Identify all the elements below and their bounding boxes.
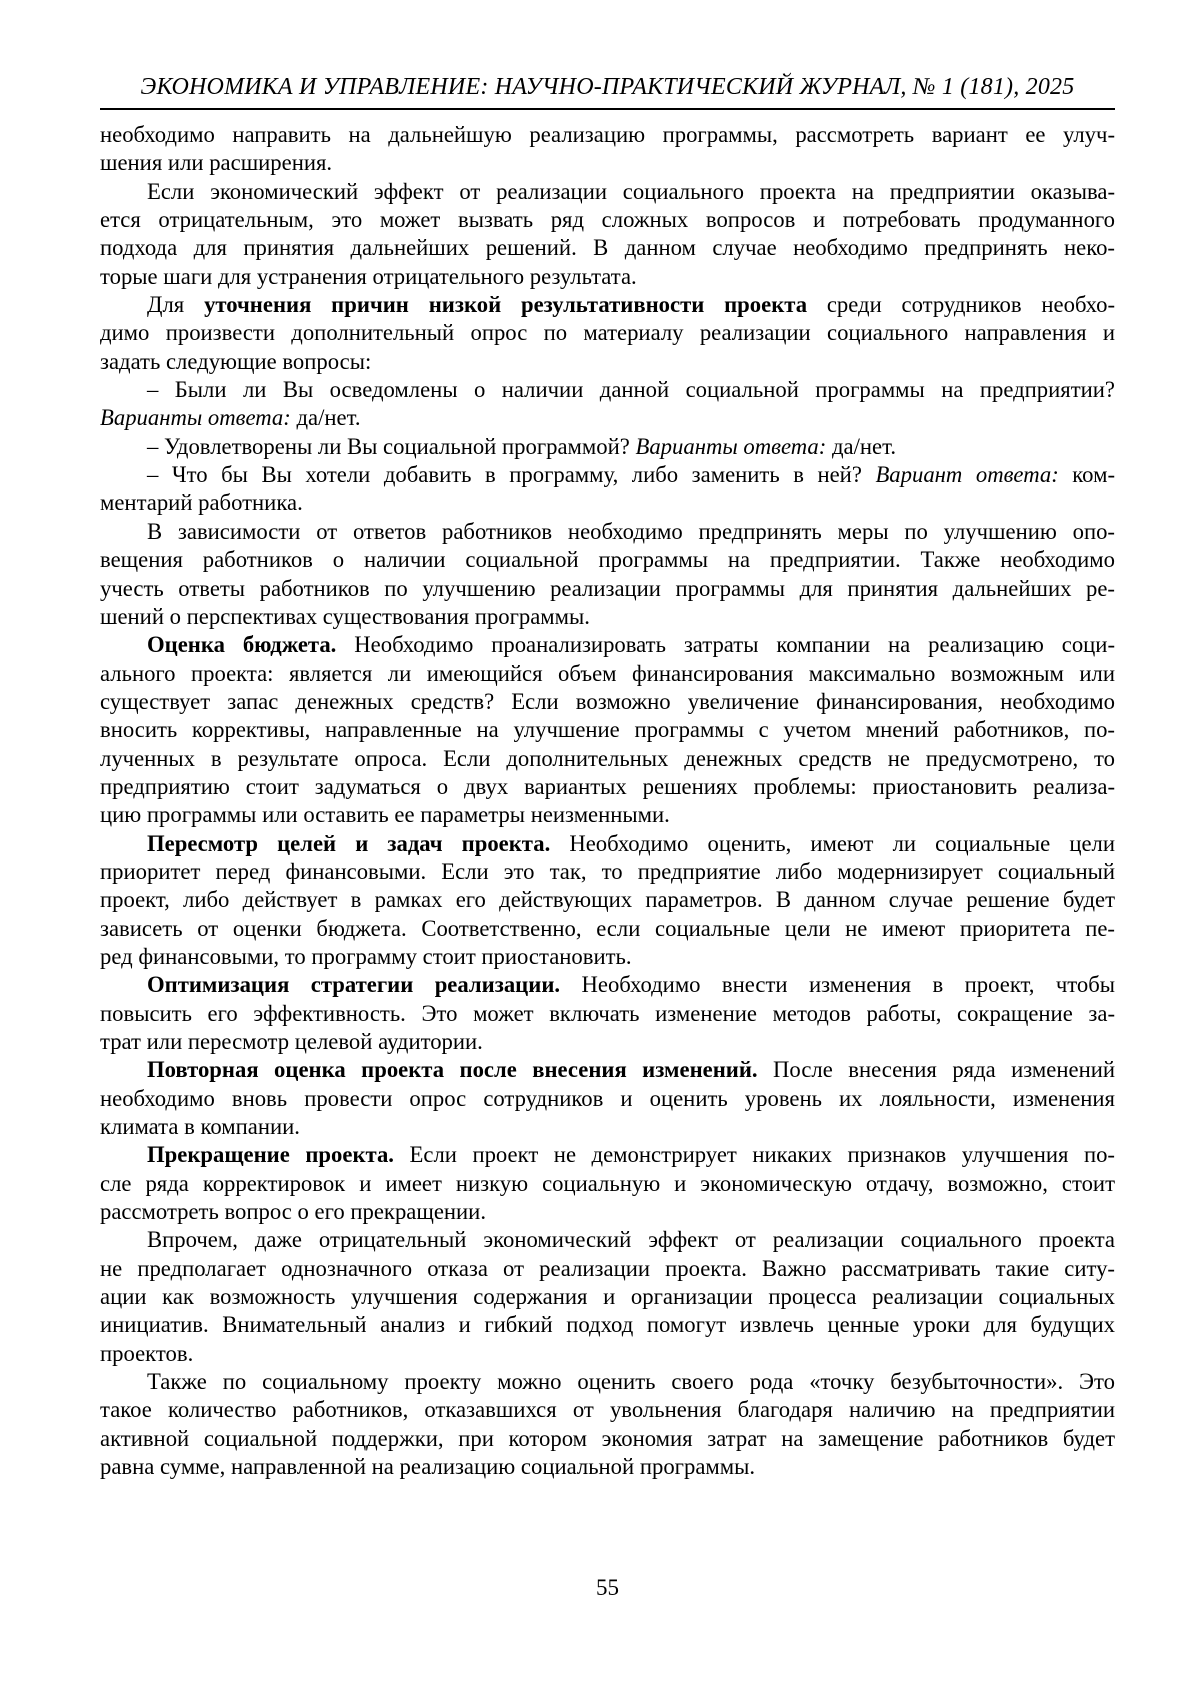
text-line <box>100 263 1115 291</box>
text-run: рассмотреть вопрос о его прекращении. <box>100 1199 486 1225</box>
text-line <box>100 971 1115 999</box>
text-run: Прекращение проекта. <box>147 1142 394 1168</box>
text-run: ации как возможность улучшения содержания и организации процесса реализации социальных <box>100 1284 1115 1310</box>
text-line <box>100 461 1115 489</box>
page-header <box>100 74 1115 110</box>
text-line <box>100 1113 1115 1141</box>
text-line <box>100 1198 1115 1226</box>
text-run: Необходимо проанализировать затраты компании на реализацию соци- <box>336 632 1115 658</box>
text-line <box>100 830 1115 858</box>
text-run: Для <box>147 292 205 318</box>
text-line <box>100 1368 1115 1396</box>
paragraph <box>100 376 1115 433</box>
text-run: Варианты ответа: <box>635 433 827 459</box>
text-line <box>100 376 1115 404</box>
paragraph <box>100 631 1115 829</box>
text-run: проектов. <box>100 1340 194 1366</box>
text-run: ком- <box>1058 462 1115 488</box>
text-run: Пересмотр целей и задач проекта. <box>147 830 551 856</box>
text-line <box>100 1056 1115 1084</box>
text-line <box>100 1255 1115 1283</box>
text-line <box>100 1425 1115 1453</box>
paragraph <box>100 178 1115 291</box>
text-line <box>100 1340 1115 1368</box>
text-line <box>100 716 1115 744</box>
text-line <box>100 745 1115 773</box>
text-run: вещения работников о наличии социальной программы на предприятии. Также необходимо <box>100 547 1115 573</box>
paragraph <box>100 121 1115 178</box>
text-run: Необходимо оценить, имеют ли социальные цели <box>550 830 1115 856</box>
text-run: торые шаги для устранения отрицательного результата. <box>100 263 637 289</box>
text-run: ального проекта: является ли имеющийся объем финансирования максимально возможным или <box>100 660 1115 686</box>
journal-title: ЭКОНОМИКА И УПРАВЛЕНИЕ: НАУЧНО-ПРАКТИЧЕСКИЙ ЖУРНАЛ, № 1 (181), 2025 <box>140 74 1075 100</box>
text-run: – Были ли Вы осведомлены о наличии данной социальной программы на предприятии? <box>147 377 1115 403</box>
paragraph <box>100 1368 1115 1481</box>
text-run: трат или пересмотр целевой аудитории. <box>100 1029 483 1054</box>
text-run: сле ряда корректировок и имеет низкую социальную и экономическую отдачу, возможно, стоит <box>100 1170 1115 1196</box>
text-line <box>100 858 1115 886</box>
text-line <box>100 546 1115 574</box>
text-run: В зависимости от ответов работников необходимо предпринять меры по улучшению опо- <box>147 518 1115 544</box>
text-run: Также по социальному проекту можно оценить своего рода «точку безубыточности». Это <box>147 1369 1115 1395</box>
paragraph <box>100 830 1115 972</box>
text-line <box>100 489 1115 517</box>
text-run: Повторная оценка проекта после внесения изменений. <box>147 1057 758 1083</box>
text-line <box>100 1170 1115 1198</box>
text-line <box>100 433 1115 461</box>
text-run: уточнения причин низкой результативности проекта <box>204 292 808 318</box>
text-run: да/нет. <box>290 405 361 431</box>
paragraph <box>100 433 1115 461</box>
text-run: Оптимизация стратегии реализации. <box>147 972 561 998</box>
text-line <box>100 348 1115 376</box>
text-run: Варианты ответа: <box>100 405 291 431</box>
paragraph <box>100 1056 1115 1141</box>
text-run: ментарий работника. <box>100 490 303 516</box>
text-run: Оценка бюджета. <box>147 632 337 658</box>
text-line <box>100 149 1115 177</box>
text-run: не предполагает однозначного отказа от реализации проекта. Важно рассматривать такие ситу- <box>100 1255 1115 1281</box>
text-line <box>100 660 1115 688</box>
text-run: существует запас денежных средств? Если возможно увеличение финансирования, необходимо <box>100 688 1115 714</box>
text-run: шения или расширения. <box>100 150 333 176</box>
text-run: шений о перспективах существования программы. <box>100 603 590 629</box>
text-run: ется отрицательным, это может вызвать ряд сложных вопросов и потребовать продуманного <box>100 207 1115 233</box>
text-run: да/нет. <box>826 433 896 459</box>
paragraph <box>100 461 1115 518</box>
page-number: 55 <box>596 1575 619 1600</box>
text-run: – Что бы Вы хотели добавить в программу, либо заменить в ней? <box>147 462 876 488</box>
text-run: равна сумме, направленной на реализацию социальной программы. <box>100 1454 756 1480</box>
text-line <box>100 1283 1115 1311</box>
paragraph <box>100 1226 1115 1368</box>
paragraph <box>100 518 1115 631</box>
text-run: После внесения ряда изменений <box>757 1057 1115 1083</box>
text-line <box>100 886 1115 914</box>
text-line <box>100 404 1115 432</box>
text-line <box>100 206 1115 234</box>
text-line <box>100 915 1115 943</box>
text-line <box>100 178 1115 206</box>
text-line <box>100 1085 1115 1113</box>
text-run: ред финансовыми, то программу стоит приостановить. <box>100 943 632 969</box>
text-run: – Удовлетворены ли Вы социальной программой? <box>147 433 636 459</box>
text-run: проект, либо действует в рамках его действующих параметров. В данном случае решение будет <box>100 887 1115 913</box>
text-line <box>100 319 1115 347</box>
text-run: подхода для принятия дальнейших решений. В данном случае необходимо предпринять неко- <box>100 235 1115 261</box>
text-line <box>100 688 1115 716</box>
text-line <box>100 1311 1115 1339</box>
text-run: Впрочем, даже отрицательный экономический эффект от реализации социального проекта <box>147 1227 1115 1253</box>
text-line <box>100 631 1115 659</box>
text-run: учесть ответы работников по улучшению реализации программы для принятия дальнейших ре- <box>100 575 1115 601</box>
text-run: инициатив. Внимательный анализ и гибкий подход помогут извлечь ценные уроки для будущих <box>100 1312 1115 1338</box>
text-run: Необходимо внести изменения в проект, чтобы <box>560 972 1115 998</box>
text-line <box>100 1453 1115 1481</box>
text-run: лученных в результате опроса. Если дополнительных денежных средств не предусмотрено, то <box>100 745 1115 771</box>
paragraph <box>100 1141 1115 1226</box>
text-line <box>100 1000 1115 1028</box>
paragraph <box>100 971 1115 1056</box>
text-run: среди сотрудников необхо- <box>807 292 1115 318</box>
text-line <box>100 234 1115 262</box>
text-run: задать следующие вопросы: <box>100 348 372 374</box>
text-run: Вариант ответа: <box>875 462 1059 488</box>
text-line <box>100 603 1115 631</box>
text-line <box>100 773 1115 801</box>
text-run: Если экономический эффект от реализации социального проекта на предприятии оказыва- <box>147 178 1115 204</box>
text-line <box>100 121 1115 149</box>
text-line <box>100 1028 1115 1056</box>
text-run: димо произвести дополнительный опрос по материалу реализации социального направления и <box>100 320 1115 346</box>
text-line <box>100 291 1115 319</box>
article-body <box>100 121 1115 1482</box>
text-run: предприятию стоит задуматься о двух вариантых решениях проблемы: приостановить реализа- <box>100 773 1115 799</box>
text-line <box>100 1226 1115 1254</box>
text-run: необходимо вновь провести опрос сотрудников и оценить уровень их лояльности, изменения <box>100 1085 1115 1111</box>
text-run: такое количество работников, отказавшихся от увольнения благодаря наличию на предприятии <box>100 1397 1115 1423</box>
text-run: активной социальной поддержки, при котором экономия затрат на замещение работников будет <box>100 1425 1115 1451</box>
text-run: зависеть от оценки бюджета. Соответственно, если социальные цели не имеют приоритета пе- <box>100 915 1115 941</box>
text-line <box>100 575 1115 603</box>
text-line <box>100 943 1115 971</box>
text-run: Если проект не демонстрирует никаких признаков улучшения по- <box>393 1142 1115 1168</box>
paragraph <box>100 291 1115 376</box>
text-run: вносить коррективы, направленные на улучшение программы с учетом мнений работников, по- <box>100 717 1115 743</box>
text-line <box>100 1396 1115 1424</box>
text-run: необходимо направить на дальнейшую реализацию программы, рассмотреть вариант ее улуч- <box>100 122 1115 147</box>
text-run: цию программы или оставить ее параметры неизменными. <box>100 802 670 828</box>
text-line <box>100 801 1115 829</box>
text-run: климата в компании. <box>100 1114 300 1140</box>
text-line <box>100 518 1115 546</box>
text-run: приоритет перед финансовыми. Если это так, то предприятие либо модернизирует социальный <box>100 858 1115 884</box>
page-footer <box>100 1575 1115 1601</box>
text-line <box>100 1141 1115 1169</box>
text-run: повысить его эффективность. Это может включать изменение методов работы, сокращение за- <box>100 1000 1115 1026</box>
